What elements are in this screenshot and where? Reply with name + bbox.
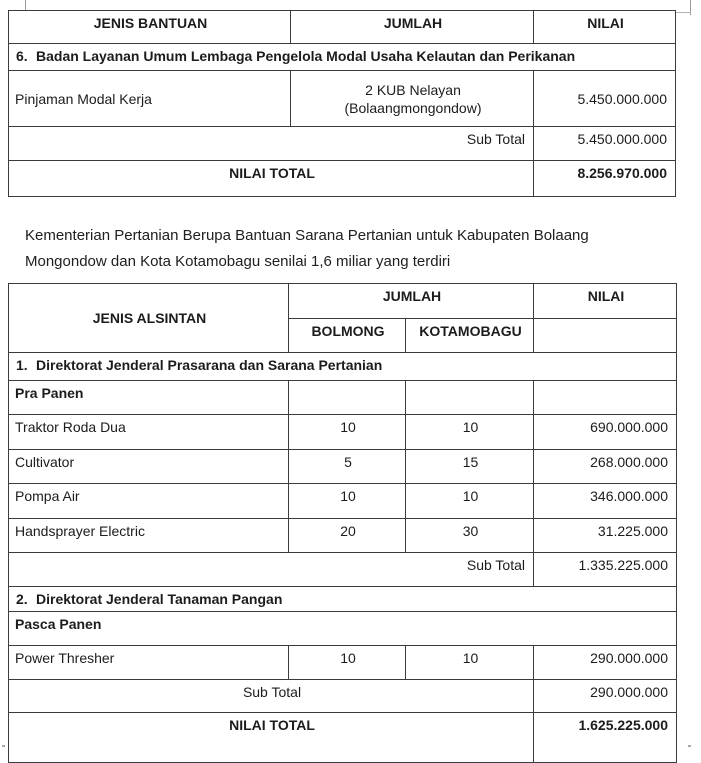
nilai-total-row [9,713,677,763]
section-row-2 [9,587,677,612]
cell-name: Handsprayer Electric [9,519,289,553]
phase-label: Pra Panen [9,381,289,415]
bantuan-table [8,10,676,197]
subtotal-value: 290.000.000 [534,680,677,713]
nilai-total-value: 8.256.970.000 [534,161,676,197]
paragraph-line-1: Kementerian Pertanian Berupa Bantuan Sarana Pertanian untuk Kabupaten Bolaang [25,227,589,244]
table-header-row-1 [9,284,677,319]
cell-nilai: 31.225.000 [534,519,677,553]
table-row-handsprayer-electric [9,519,677,553]
table-row-pinjaman-modal-kerja [9,71,676,127]
nilai-total-value: 1.625.225.000 [534,713,677,763]
table-row-power-thresher [9,646,677,680]
table-row-cultivator [9,450,677,484]
nilai-total-row [9,161,676,197]
jumlah-line-2: (Bolaangmongondow) [344,99,482,116]
column-header-bolmong: BOLMONG [289,319,406,353]
cell-bolmong: 10 [289,484,406,519]
subtotal-row-1 [9,553,677,587]
cell-bolmong: 20 [289,519,406,553]
table-row-traktor-roda-dua [9,415,677,450]
section-row-1 [9,353,677,381]
cell-nilai: 346.000.000 [534,484,677,519]
section-number: 1. [16,357,28,373]
empty-cell [289,381,406,415]
cell-kotamobagu: 30 [406,519,534,553]
empty-cell [534,319,677,353]
cell-jenis: Pinjaman Modal Kerja [9,71,291,127]
column-header-jenis-alsintan: JENIS ALSINTAN [9,284,289,353]
section-title-text: Direktorat Jenderal Prasarana dan Sarana Pertanian [36,357,383,373]
cell-nilai: 690.000.000 [534,415,677,450]
column-header-jumlah: JUMLAH [289,284,534,319]
phase-label: Pasca Panen [9,612,677,646]
column-header-jumlah: JUMLAH [291,11,534,44]
nilai-total-label: NILAI TOTAL [9,161,534,197]
column-header-kotamobagu: KOTAMOBAGU [406,319,534,353]
column-header-jenis-bantuan: JENIS BANTUAN [9,11,291,44]
section-row [9,44,676,71]
section-title-blu [9,44,676,71]
cell-name: Power Thresher [9,646,289,680]
subtotal-value: 1.335.225.000 [534,553,677,587]
section-title-prasarana [9,353,677,381]
nilai-total-label: NILAI TOTAL [9,713,534,763]
subtotal-row-2 [9,680,677,713]
cell-name: Cultivator [9,450,289,484]
cell-nilai: 290.000.000 [534,646,677,680]
kementerian-pertanian-paragraph [25,223,685,275]
table-header-row [9,11,676,44]
table-row-pompa-air [9,484,677,519]
cell-bolmong: 10 [289,646,406,680]
section-number: 6. [16,48,28,64]
cell-nilai: 268.000.000 [534,450,677,484]
cell-nilai: 5.450.000.000 [534,71,676,127]
empty-cell [534,381,677,415]
subtotal-label: Sub Total [9,680,534,713]
subtotal-row [9,127,676,161]
section-title-text: Direktorat Jenderal Tanaman Pangan [36,591,283,607]
cell-bolmong: 10 [289,415,406,450]
section-number: 2. [16,591,28,607]
cell-name: Traktor Roda Dua [9,415,289,450]
subtotal-value: 5.450.000.000 [534,127,676,161]
section-title-text: Badan Layanan Umum Lembaga Pengelola Modal Usaha Kelautan dan Perikanan [36,48,576,64]
cell-kotamobagu: 10 [406,415,534,450]
cell-kotamobagu: 15 [406,450,534,484]
phase-row-pasca-panen [9,612,677,646]
empty-cell [406,381,534,415]
subtotal-label: Sub Total [9,553,534,587]
cell-bolmong: 5 [289,450,406,484]
cell-jumlah [291,71,534,127]
cell-name: Pompa Air [9,484,289,519]
phase-row-pra-panen [9,381,677,415]
paragraph-line-2: Mongondow dan Kota Kotamobagu senilai 1,6 miliar yang terdiri [25,253,451,270]
cell-kotamobagu: 10 [406,646,534,680]
alsintan-table [8,283,677,763]
column-header-nilai: NILAI [534,284,677,319]
subtotal-label: Sub Total [9,127,534,161]
section-title-tanaman-pangan [9,587,677,612]
cell-kotamobagu: 10 [406,484,534,519]
column-header-nilai: NILAI [534,11,676,44]
jumlah-line-1: 2 KUB Nelayan [365,81,461,98]
